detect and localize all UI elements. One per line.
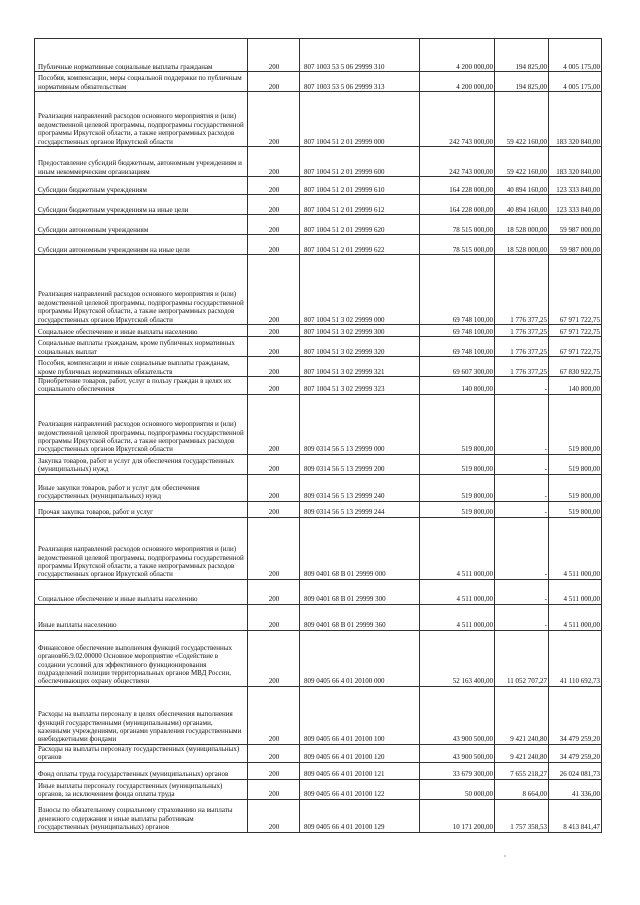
row-expense-code: 807 1004 51 2 01 29999 600: [300, 147, 420, 177]
row-expense-code: 807 1003 53 5 06 29999 313: [300, 72, 420, 92]
row-executed-amount: -: [495, 377, 549, 395]
row-unexecuted-amount: 4 005 175,00: [549, 72, 602, 92]
row-approved-amount: 69 748 100,00: [420, 337, 495, 357]
table-row: [35, 39, 602, 72]
row-name: Прочая закупка товаров, работ и услуг: [35, 501, 248, 517]
table-row: [35, 799, 602, 832]
row-executed-amount: -: [495, 454, 549, 474]
row-code: 200: [248, 604, 300, 630]
row-approved-amount: 43 900 500,00: [420, 744, 495, 762]
row-expense-code: 807 1004 51 2 01 29999 000: [300, 92, 420, 147]
row-approved-amount: 164 228 000,00: [420, 195, 495, 215]
row-unexecuted-amount: 4 005 175,00: [549, 39, 602, 72]
row-executed-amount: -: [495, 501, 549, 517]
row-unexecuted-amount: 26 024 081,73: [549, 762, 602, 779]
row-code: 200: [248, 177, 300, 195]
table-body: [35, 39, 602, 833]
row-code: 200: [248, 235, 300, 255]
row-unexecuted-amount: 67 971 722,75: [549, 325, 602, 337]
row-code: 200: [248, 630, 300, 686]
row-code: 200: [248, 474, 300, 501]
table-row: [35, 377, 602, 395]
row-executed-amount: 9 421 240,80: [495, 744, 549, 762]
row-approved-amount: 69 748 100,00: [420, 325, 495, 337]
row-name: Субсидии автономным учреждениям на иные цели: [35, 235, 248, 255]
row-approved-amount: 242 743 000,00: [420, 92, 495, 147]
table-row: [35, 779, 602, 799]
row-expense-code: 807 1004 51 3 02 29999 300: [300, 325, 420, 337]
row-approved-amount: 242 743 000,00: [420, 147, 495, 177]
row-executed-amount: -: [495, 517, 549, 579]
row-name: Социальное обеспечение и иные выплаты населению: [35, 325, 248, 337]
row-expense-code: 809 0314 56 5 13 29999 240: [300, 474, 420, 501]
row-unexecuted-amount: 34 479 259,20: [549, 686, 602, 744]
row-name: Пособия, компенсации, меры социальной поддержки по публичным нормативным обязательствам: [35, 72, 248, 92]
row-code: 200: [248, 325, 300, 337]
row-unexecuted-amount: 519 800,00: [549, 474, 602, 501]
table-row: [35, 195, 602, 215]
row-executed-amount: 59 422 160,00: [495, 147, 549, 177]
row-expense-code: 809 0401 68 В 01 29999 300: [300, 579, 420, 604]
row-executed-amount: 1 776 377,25: [495, 337, 549, 357]
row-name: Расходы на выплаты персоналу государственных (муниципальных) органов: [35, 744, 248, 762]
row-code: 200: [248, 195, 300, 215]
row-unexecuted-amount: 183 320 840,00: [549, 147, 602, 177]
table-row: [35, 394, 602, 454]
row-executed-amount: 9 421 240,80: [495, 686, 549, 744]
row-unexecuted-amount: 67 971 722,75: [549, 255, 602, 325]
row-approved-amount: 519 800,00: [420, 474, 495, 501]
row-approved-amount: 164 228 000,00: [420, 177, 495, 195]
row-approved-amount: 69 607 300,00: [420, 357, 495, 377]
row-executed-amount: 1 776 377,25: [495, 325, 549, 337]
table-row: [35, 215, 602, 235]
table-row: [35, 255, 602, 325]
row-expense-code: 807 1004 51 2 01 29999 622: [300, 235, 420, 255]
table-row: [35, 357, 602, 377]
row-unexecuted-amount: 67 830 922,75: [549, 357, 602, 377]
row-code: 200: [248, 92, 300, 147]
row-code: 200: [248, 377, 300, 395]
row-unexecuted-amount: 519 800,00: [549, 394, 602, 454]
row-expense-code: 809 0405 66 4 01 20100 129: [300, 799, 420, 832]
row-name: Закупка товаров, работ и услуг для обеспечения государственных (муниципальных) нужд: [35, 454, 248, 474]
row-code: 200: [248, 744, 300, 762]
row-unexecuted-amount: 4 511 000,00: [549, 604, 602, 630]
row-name: Реализация направлений расходов основного мероприятия и (или) ведомственной целевой программы, подпрограммы государственной программы Иркутской области, а также непрограммных расходов государственных органов Иркутской области: [35, 517, 248, 579]
row-approved-amount: 4 200 000,00: [420, 72, 495, 92]
row-executed-amount: -: [495, 604, 549, 630]
row-unexecuted-amount: 140 800,00: [549, 377, 602, 395]
table-row: [35, 72, 602, 92]
row-unexecuted-amount: 59 987 000,00: [549, 235, 602, 255]
row-unexecuted-amount: 59 987 000,00: [549, 215, 602, 235]
table-row: [35, 517, 602, 579]
row-approved-amount: 52 163 400,00: [420, 630, 495, 686]
table-row: [35, 92, 602, 147]
row-code: 200: [248, 255, 300, 325]
row-code: 200: [248, 72, 300, 92]
row-unexecuted-amount: 41 110 692,73: [549, 630, 602, 686]
row-unexecuted-amount: 519 800,00: [549, 454, 602, 474]
row-expense-code: 807 1004 51 2 01 29999 610: [300, 177, 420, 195]
row-expense-code: 809 0405 66 4 01 20100 000: [300, 630, 420, 686]
row-name: Иные выплаты населению: [35, 604, 248, 630]
row-code: 200: [248, 39, 300, 72]
row-unexecuted-amount: 8 413 841,47: [549, 799, 602, 832]
row-approved-amount: 78 515 000,00: [420, 215, 495, 235]
row-name: Финансовое обеспечение выполнения функций государственных органов66.9.02.00000 Основное мероприятие «Содействие в создании условий для эффективного функционирования подразделений полиции территориальных органов МВД России, обеспечивающих охрану общественн: [35, 630, 248, 686]
row-approved-amount: 140 800,00: [420, 377, 495, 395]
row-approved-amount: 4 511 000,00: [420, 517, 495, 579]
row-executed-amount: -: [495, 394, 549, 454]
row-expense-code: 807 1004 51 3 02 29999 320: [300, 337, 420, 357]
row-code: 200: [248, 579, 300, 604]
table-row: [35, 686, 602, 744]
row-approved-amount: 10 171 200,00: [420, 799, 495, 832]
row-executed-amount: 40 894 160,00: [495, 177, 549, 195]
row-executed-amount: 11 052 707,27: [495, 630, 549, 686]
row-name: Пособия, компенсации и иные социальные выплаты гражданам, кроме публичных нормативных обязательств: [35, 357, 248, 377]
row-executed-amount: 59 422 160,00: [495, 92, 549, 147]
row-expense-code: 809 0405 66 4 01 20100 122: [300, 779, 420, 799]
row-code: 200: [248, 686, 300, 744]
row-approved-amount: 50 000,00: [420, 779, 495, 799]
row-name: Иные закупки товаров, работ и услуг для обеспечения государственных (муниципальных) нужд: [35, 474, 248, 501]
row-unexecuted-amount: 183 320 840,00: [549, 92, 602, 147]
row-expense-code: 809 0314 56 5 13 29999 244: [300, 501, 420, 517]
row-code: 200: [248, 799, 300, 832]
table-row: [35, 177, 602, 195]
row-expense-code: 809 0401 68 В 01 29999 360: [300, 604, 420, 630]
row-expense-code: 807 1004 51 2 01 29999 620: [300, 215, 420, 235]
table-row: [35, 604, 602, 630]
row-name: Реализация направлений расходов основного мероприятия и (или) ведомственной целевой программы, подпрограммы государственной программы Иркутской области, а также непрограммных расходов государственных органов Иркутской области: [35, 255, 248, 325]
row-executed-amount: 40 894 160,00: [495, 195, 549, 215]
row-name: Социальные выплаты гражданам, кроме публичных нормативных социальных выплат: [35, 337, 248, 357]
row-approved-amount: 519 800,00: [420, 454, 495, 474]
row-unexecuted-amount: 34 479 259,20: [549, 744, 602, 762]
row-approved-amount: 78 515 000,00: [420, 235, 495, 255]
row-expense-code: 807 1004 51 3 02 29999 321: [300, 357, 420, 377]
table-row: [35, 474, 602, 501]
row-approved-amount: 4 511 000,00: [420, 579, 495, 604]
row-unexecuted-amount: 123 333 840,00: [549, 195, 602, 215]
row-expense-code: 809 0405 66 4 01 20100 120: [300, 744, 420, 762]
row-code: 200: [248, 357, 300, 377]
row-executed-amount: -: [495, 579, 549, 604]
row-executed-amount: 194 825,00: [495, 39, 549, 72]
row-unexecuted-amount: 4 511 000,00: [549, 517, 602, 579]
row-unexecuted-amount: 519 800,00: [549, 501, 602, 517]
row-executed-amount: 1 776 377,25: [495, 255, 549, 325]
scan-speck: [504, 855, 506, 857]
row-expense-code: 807 1004 51 3 02 29999 323: [300, 377, 420, 395]
table-row: [35, 454, 602, 474]
row-expense-code: 809 0314 56 5 13 29999 000: [300, 394, 420, 454]
row-code: 200: [248, 454, 300, 474]
row-executed-amount: -: [495, 474, 549, 501]
row-unexecuted-amount: 4 511 000,00: [549, 579, 602, 604]
row-approved-amount: 519 800,00: [420, 501, 495, 517]
row-name: Субсидии бюджетным учреждениям на иные цели: [35, 195, 248, 215]
row-code: 200: [248, 779, 300, 799]
row-executed-amount: 8 664,00: [495, 779, 549, 799]
row-name: Реализация направлений расходов основного мероприятия и (или) ведомственной целевой программы, подпрограммы государственной программы Иркутской области, а также непрограммных расходов государственных органов Иркутской области: [35, 394, 248, 454]
row-expense-code: 809 0405 66 4 01 20100 100: [300, 686, 420, 744]
row-expense-code: 807 1003 53 5 06 29999 310: [300, 39, 420, 72]
table-row: [35, 762, 602, 779]
row-unexecuted-amount: 41 336,00: [549, 779, 602, 799]
row-expense-code: 809 0405 66 4 01 20100 121: [300, 762, 420, 779]
row-name: Публичные нормативные социальные выплаты гражданам: [35, 39, 248, 72]
row-unexecuted-amount: 123 333 840,00: [549, 177, 602, 195]
table-row: [35, 744, 602, 762]
table-row: [35, 337, 602, 357]
row-executed-amount: 18 528 000,00: [495, 215, 549, 235]
row-name: Реализация направлений расходов основного мероприятия и (или) ведомственной целевой программы, подпрограммы государственной программы Иркутской области, а также непрограммных расходов государственных органов Иркутской области: [35, 92, 248, 147]
row-name: Взносы по обязательному социальному страхованию на выплаты денежного содержания и иные выплаты работникам государственных (муниципальных) органов: [35, 799, 248, 832]
table-row: [35, 325, 602, 337]
row-name: Субсидии автономным учреждениям: [35, 215, 248, 235]
row-approved-amount: 33 679 300,00: [420, 762, 495, 779]
row-code: 200: [248, 394, 300, 454]
row-approved-amount: 69 748 100,00: [420, 255, 495, 325]
row-name: Расходы на выплаты персоналу в целях обеспечения выполнения функций государственными (муниципальными) органами, казенными учреждениями, органами управления государственными внебюджетными фондами: [35, 686, 248, 744]
row-name: Приобретение товаров, работ, услуг в пользу граждан в целях их социального обеспечения: [35, 377, 248, 395]
table-row: [35, 147, 602, 177]
row-code: 200: [248, 215, 300, 235]
row-executed-amount: 194 825,00: [495, 72, 549, 92]
table-row: [35, 235, 602, 255]
row-expense-code: 807 1004 51 3 02 29999 000: [300, 255, 420, 325]
row-expense-code: 809 0314 56 5 13 29999 200: [300, 454, 420, 474]
row-approved-amount: 43 900 500,00: [420, 686, 495, 744]
row-approved-amount: 519 800,00: [420, 394, 495, 454]
table-row: [35, 630, 602, 686]
row-code: 200: [248, 501, 300, 517]
row-name: Иные выплаты персоналу государственных (муниципальных) органов, за исключением фонда оплаты труда: [35, 779, 248, 799]
row-executed-amount: 18 528 000,00: [495, 235, 549, 255]
row-name: Предоставление субсидий бюджетным, автономным учреждениям и иным некоммерческим организациям: [35, 147, 248, 177]
row-name: Социальное обеспечение и иные выплаты населению: [35, 579, 248, 604]
row-code: 200: [248, 337, 300, 357]
budget-execution-table: [34, 38, 602, 833]
row-expense-code: 807 1004 51 2 01 29999 612: [300, 195, 420, 215]
row-approved-amount: 4 511 000,00: [420, 604, 495, 630]
row-code: 200: [248, 762, 300, 779]
table-row: [35, 501, 602, 517]
row-code: 200: [248, 517, 300, 579]
row-name: Фонд оплаты труда государственных (муниципальных) органов: [35, 762, 248, 779]
row-unexecuted-amount: 67 971 722,75: [549, 337, 602, 357]
row-executed-amount: 7 655 218,27: [495, 762, 549, 779]
row-approved-amount: 4 200 000,00: [420, 39, 495, 72]
row-name: Субсидии бюджетным учреждениям: [35, 177, 248, 195]
row-expense-code: 809 0401 68 В 01 29999 000: [300, 517, 420, 579]
row-code: 200: [248, 147, 300, 177]
table-row: [35, 579, 602, 604]
row-executed-amount: 1 757 358,53: [495, 799, 549, 832]
row-executed-amount: 1 776 377,25: [495, 357, 549, 377]
